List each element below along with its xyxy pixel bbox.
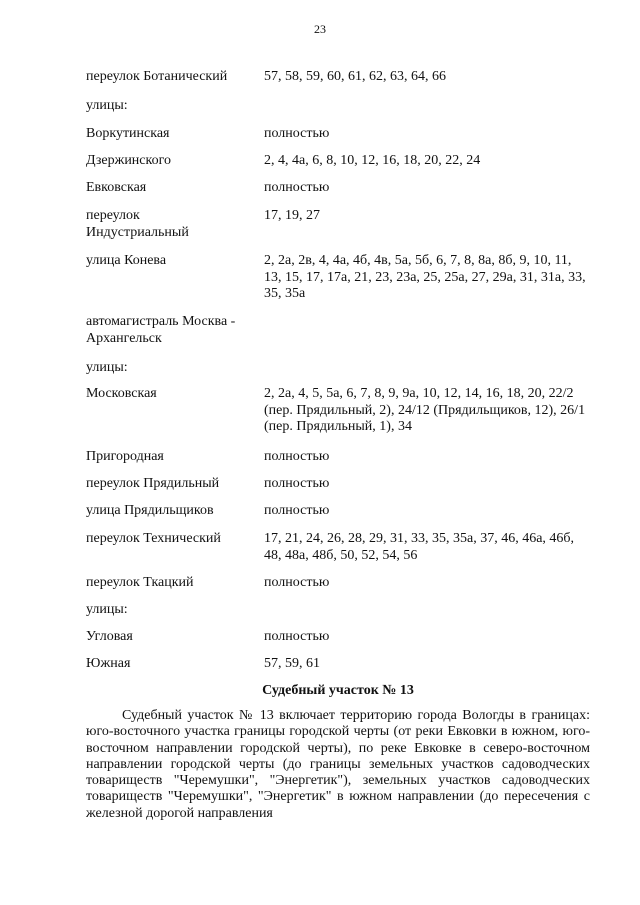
street-name: переулок Прядильный [86, 476, 220, 491]
street-name: Угловая [86, 629, 133, 644]
street-name: переулок Ткацкий [86, 575, 194, 590]
house-numbers: 17, 21, 24, 26, 28, 29, 31, 33, 35, 35а, 37, 46, 46а, 46б, 48, 48а, 48б, 50, 52, 54, 56 [264, 531, 575, 563]
house-numbers: полностью [264, 503, 330, 518]
house-numbers: 2, 2а, 4, 5, 5а, 6, 7, 8, 9, 9а, 10, 12, 14, 16, 18, 20, 22/2 (пер. Прядильный, 2), 24/12 (Прядильщиков, 12), 26/1 (пер. Прядильный, 1), 34 [264, 386, 586, 434]
street-name: Московская [86, 386, 157, 401]
house-numbers: полностью [264, 180, 330, 195]
street-name: Воркутинская [86, 126, 170, 141]
street-name: Дзержинского [86, 153, 171, 168]
street-name: улица Конева [86, 253, 167, 268]
street-name: переулок Технический [86, 531, 221, 546]
page-number: 23 [314, 22, 326, 36]
street-name: улица Прядильщиков [86, 503, 214, 518]
house-numbers: 2, 2а, 2в, 4, 4а, 4б, 4в, 5а, 5б, 6, 7, 8, 8а, 8б, 9, 10, 11, 13, 15, 17, 17а, 21, 23, 23а, 25, 25а, 27, 29а, 31, 31а, 33, 35, 35а [264, 253, 586, 301]
house-numbers: 57, 58, 59, 60, 61, 62, 63, 64, 66 [264, 69, 446, 84]
street-name: улицы: [86, 602, 128, 617]
street-name: Пригородная [86, 449, 164, 464]
street-name: переулок Индустриальный [86, 208, 189, 240]
street-name: автомагистраль Москва - Архангельск [86, 314, 236, 346]
street-name: переулок Ботанический [86, 69, 228, 84]
house-numbers: полностью [264, 575, 330, 590]
street-name: улицы: [86, 360, 128, 375]
house-numbers: 17, 19, 27 [264, 208, 320, 223]
body-paragraph: Судебный участок № 13 включает территорию города Вологды в границах: юго-восточного участка границы городской черты (от реки Евковки в южном, юго-восточном направлении городской черты), по реке Евковке в северо-восточном направлении городской черты (до границы земельных участков садоводческих товариществ "Черемушки", "Энергетик"), земельных участков садоводческих товариществ "Черемушки", "Энергетик" в южном направлении (до пересечения с железной дорогой направления [86, 708, 590, 821]
house-numbers: полностью [264, 449, 330, 464]
house-numbers: полностью [264, 476, 330, 491]
house-numbers: 57, 59, 61 [264, 656, 320, 671]
street-name: улицы: [86, 98, 128, 113]
house-numbers: полностью [264, 629, 330, 644]
street-name: Южная [86, 656, 131, 671]
house-numbers: 2, 4, 4а, 6, 8, 10, 12, 16, 18, 20, 22, 24 [264, 153, 481, 168]
section-heading: Судебный участок № 13 [262, 683, 414, 698]
street-name: Евковская [86, 180, 147, 195]
house-numbers: полностью [264, 126, 330, 141]
